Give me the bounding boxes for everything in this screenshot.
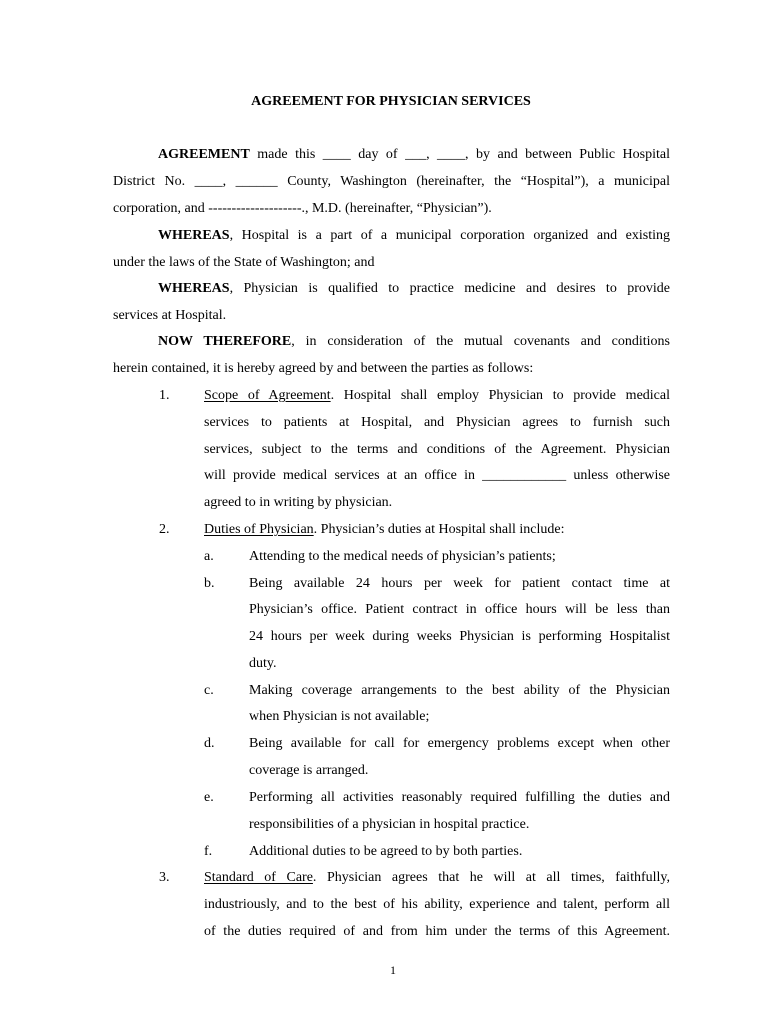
section-3-heading: Standard of Care [204, 870, 313, 885]
section-1-number: 1. [159, 388, 170, 403]
item-f-line-1: Additional duties to be agreed to by both parties. [249, 844, 523, 859]
section-2-number: 2. [159, 522, 170, 537]
section-1-line-1: Scope of Agreement. Hospital shall employ Physician to provide medical [204, 388, 670, 403]
whereas-2-line-1: WHEREAS, Physician is qualified to practice medicine and desires to provide [158, 281, 670, 296]
section-1-line-3: services, subject to the terms and conditions of the Agreement. Physician [204, 442, 670, 457]
item-b-line-2: Physician’s office. Patient contract in office hours will be less than [249, 602, 670, 617]
section-3-line-1: Standard of Care. Physician agrees that he will at all times, faithfully, [204, 870, 670, 885]
whereas-1-line-2: under the laws of the State of Washington; and [113, 255, 375, 270]
section-1-line-4: will provide medical services at an office in ____________ unless otherwise [204, 468, 670, 483]
item-c-line-2: when Physician is not available; [249, 709, 430, 724]
page-number: 1 [390, 963, 396, 977]
section-3-number: 3. [159, 870, 170, 885]
item-b-letter: b. [204, 576, 215, 591]
item-c-line-1: Making coverage arrangements to the best ability of the Physician [249, 683, 670, 698]
item-e-line-2: responsibilities of a physician in hospital practice. [249, 817, 530, 832]
item-f-letter: f. [204, 844, 213, 859]
now-therefore-bold: NOW THEREFORE [158, 334, 292, 349]
intro-line-1: AGREEMENT made this ____ day of ___, ____, by and between Public Hospital [158, 147, 670, 162]
section-1-line-5: agreed to in writing by physician. [204, 495, 393, 510]
section-3-line-2: industriously, and to the best of his ability, experience and talent, perform all [204, 897, 670, 912]
now-therefore-line-2: herein contained, it is hereby agreed by and between the parties as follows: [113, 361, 534, 376]
item-b-line-4: duty. [249, 656, 277, 671]
item-b-line-3: 24 hours per week during weeks Physician is performing Hospitalist [249, 629, 670, 644]
item-a-line-1: Attending to the medical needs of physician’s patients; [249, 549, 556, 564]
item-b-line-1: Being available 24 hours per week for patient contact time at [249, 576, 670, 591]
item-c-letter: c. [204, 683, 214, 698]
item-d-letter: d. [204, 736, 215, 751]
whereas-2-bold: WHEREAS [158, 281, 230, 296]
whereas-1-line-1: WHEREAS, Hospital is a part of a municipal corporation organized and existing [158, 228, 670, 243]
item-a-letter: a. [204, 549, 214, 564]
item-e-letter: e. [204, 790, 214, 805]
document-title: AGREEMENT FOR PHYSICIAN SERVICES [251, 94, 531, 109]
now-therefore-line-1: NOW THEREFORE, in consideration of the mutual covenants and conditions [158, 334, 670, 349]
section-2-line-1: Duties of Physician. Physician’s duties at Hospital shall include: [204, 522, 565, 537]
section-1-line-2: services to patients at Hospital, and Physician agrees to furnish such [204, 415, 670, 430]
intro-line-2: District No. ____, ______ County, Washington (hereinafter, the “Hospital”), a municipal [113, 174, 670, 189]
section-3-line-3: of the duties required of and from him under the terms of this Agreement. [204, 924, 670, 939]
section-1-heading: Scope of Agreement [204, 388, 331, 403]
item-d-line-1: Being available for call for emergency problems except when other [249, 736, 670, 751]
item-e-line-1: Performing all activities reasonably required fulfilling the duties and [249, 790, 670, 805]
item-d-line-2: coverage is arranged. [249, 763, 369, 778]
intro-bold: AGREEMENT [158, 147, 250, 162]
section-2-heading: Duties of Physician [204, 522, 314, 537]
whereas-1-bold: WHEREAS [158, 228, 230, 243]
intro-line-3: corporation, and --------------------., M.D. (hereinafter, “Physician”). [113, 201, 492, 216]
whereas-2-line-2: services at Hospital. [113, 308, 227, 323]
